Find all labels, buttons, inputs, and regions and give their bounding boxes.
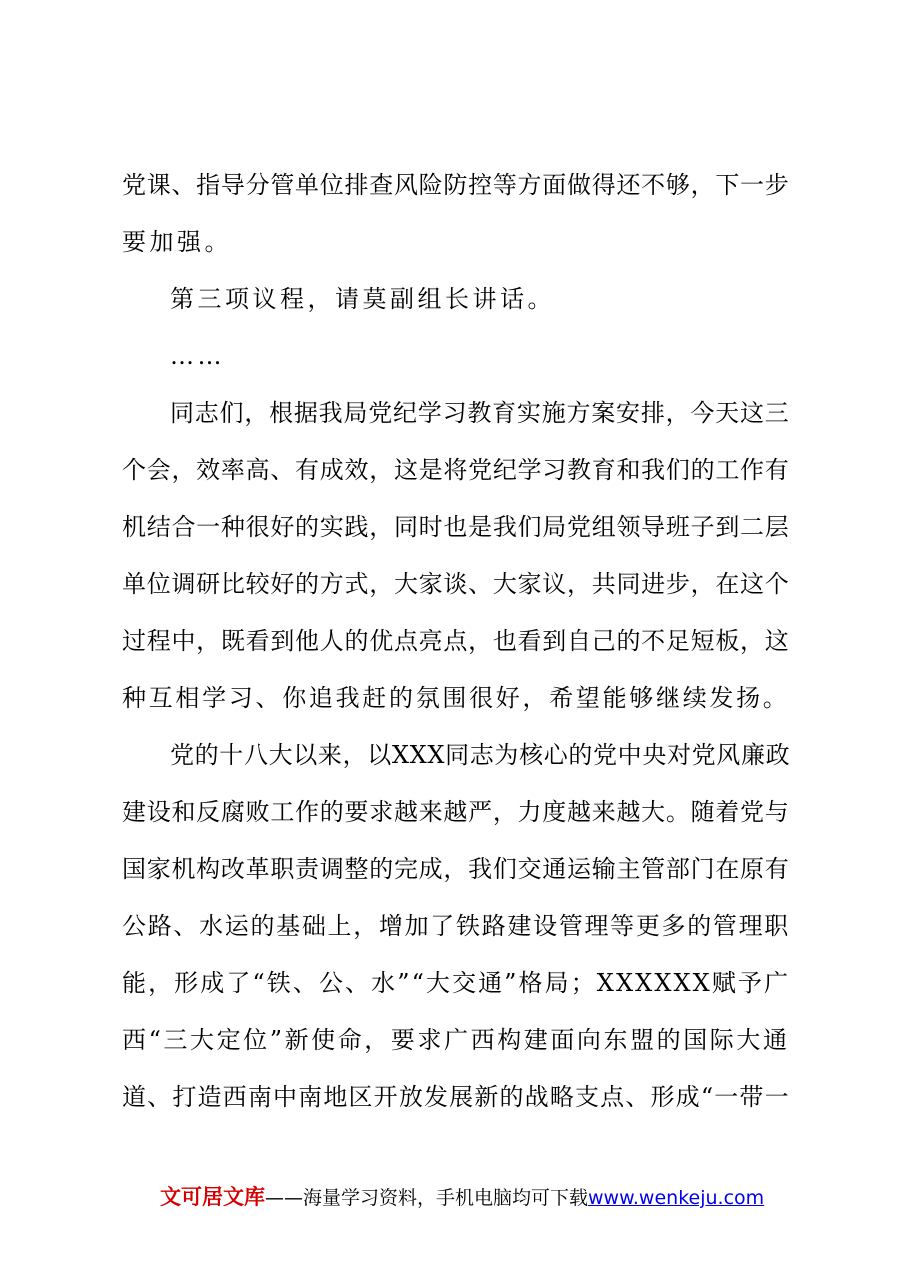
footer-brand: 文可居文库 <box>160 1185 265 1209</box>
footer-tagline: ——海量学习资料，手机电脑均可下载 <box>265 1187 589 1209</box>
footer-site-link[interactable]: www.wenkeju.com <box>588 1187 765 1209</box>
footer-banner <box>160 1182 800 1212</box>
line-text: 种互相学习、你追我赶的氛围很好，希望能够继续发扬。 <box>122 684 790 712</box>
line-text: 西“三大定位”新使命，要求广西构建面向东盟的国际大通 <box>122 1026 790 1054</box>
line-text: 公路、水运的基础上，增加了铁路建设管理等更多的管理职 <box>122 912 790 940</box>
line-text: 第三项议程，请莫副组长讲话。 <box>170 285 555 313</box>
line-text: 道、打造西南中南地区开放发展新的战略支点、形成“一带一 <box>122 1083 790 1111</box>
line-text: 建设和反腐败工作的要求越来越严，力度越来越大。随着党与 <box>122 798 790 826</box>
line-text: 个会，效率高、有成效，这是将党纪学习教育和我们的工作有 <box>122 456 790 484</box>
line-text: 能，形成了“铁、公、水”“大交通”格局；XXXXXX赋予广 <box>122 969 791 997</box>
line-text: 机结合一种很好的实践，同时也是我们局党组领导班子到二层 <box>122 513 790 541</box>
line-text: 同志们，根据我局党纪学习教育实施方案安排，今天这三 <box>170 399 790 427</box>
line-text: 单位调研比较好的方式，大家谈、大家议，共同进步，在这个 <box>122 570 790 598</box>
line-text: …… <box>170 342 225 370</box>
line-text: 国家机构改革职责调整的完成，我们交通运输主管部门在原有 <box>122 855 790 883</box>
line-text: 要加强。 <box>122 228 232 256</box>
line-text: 党课、指导分管单位排查风险防控等方面做得还不够，下一步 <box>122 171 790 199</box>
line-text: 党的十八大以来，以XXX同志为核心的党中央对党风廉政 <box>170 741 791 769</box>
line-text: 过程中，既看到他人的优点亮点，也看到自己的不足短板，这 <box>122 627 790 655</box>
